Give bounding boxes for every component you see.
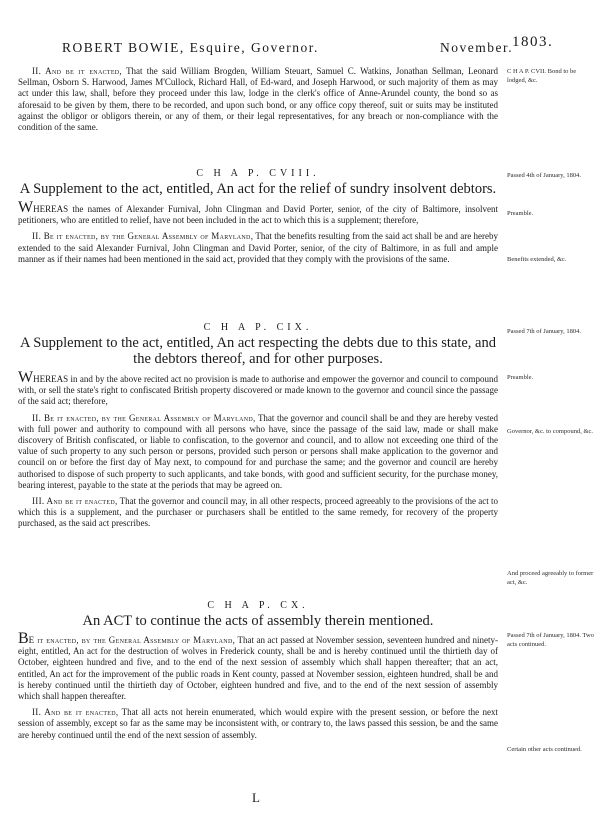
chap109-sec2-lead: II. Be it enacted, by the General Assembly of Maryland, xyxy=(32,412,256,423)
chap107-section2 xyxy=(18,66,498,133)
chap110-section1 xyxy=(18,630,498,702)
chap109-sec3-text: That the governor and council may, in all other respects, proceed agreeably to the provisions of the act to which this is a supplement, and the purchaser or purchasers shall be entitled to the same remedy, for recovery of the property purchased, as the said act prescribes. xyxy=(18,496,498,529)
chap108 xyxy=(18,168,498,265)
chap109-section3 xyxy=(18,496,498,530)
chap108-dropcap: W xyxy=(18,199,34,216)
chap108-section2 xyxy=(18,231,498,265)
chap108-preamble xyxy=(18,199,498,226)
chap109-heading: C H A P. CIX. xyxy=(203,322,313,333)
margin-note-passed-108: Passed 4th of January, 1804. xyxy=(507,172,581,179)
header-month: November. xyxy=(440,40,514,55)
chap109-section2 xyxy=(18,413,498,491)
chap109-preamble-text: HEREAS in and by the above recited act no provision is made to authorise and empower the governor and council to compound with, or sell the state's right to confiscated British property discovered or made known to the governor and council since the passage of the said act; therefore, xyxy=(18,374,498,407)
chap110-sec2-text: That all acts not herein enumerated, which would expire with the present session, or before the next session of assembly, except so far as the same may be inconsistent with, or contrary to, the laws passed this session, be and the same are hereby continued until the end of the next session of assembly. xyxy=(18,707,499,740)
chap107-sec2-text: That the said William Brogden, William Steuart, Samuel C. Watkins, Jonathan Sellman, Leonard Sellman, Osborn S. Harwood, James M'Cullock, Richard Hall, of Ed-ward, and Joseph Harwood, or such majority of them as may act under this law, shall, before they proceed under this law, lodge in the clerk's office of Anne-Arundel county, the bond so as aforesaid to be given by them, there to be recorded, and upon such bond, or any office copy thereof, suit or suits may be instituted against the obligor or obligors therein, or any of them, or their legal representatives, for any breach or non-compliance with the condition of the same. xyxy=(18,66,498,133)
margin-note-other-110: Certain other acts continued. xyxy=(507,746,582,753)
chap110-title: An ACT to continue the acts of assembly therein mentioned. xyxy=(82,613,434,629)
margin-note-passed-109: Passed 7th of January, 1804. xyxy=(507,328,581,335)
header-governor: ROBERT BOWIE, Esquire, Governor. xyxy=(62,40,319,55)
running-header xyxy=(62,34,554,62)
chap110-sec1-text: That an act passed at November session, seventeen hundred and ninety-eight, entitled, An act for the destruction of wolves in Frederick county, shall be and is hereby continued until the thirtieth day of October, eighteen hundred and five, and to the end of the next session of assembly which shall happen thereafter; that an act, entitled, An act for the improvement of the public roads in Kent county, passed at November session, eighteen hundred, shall be and is hereby continued until the thirtieth day of October, eighteen hundred and five, and to the end of the next session of assembly which shall happen thereafter. xyxy=(18,635,498,702)
chap110-heading: C H A P. CX. xyxy=(207,600,309,611)
margin-note-preamble-109: Preamble. xyxy=(507,374,534,381)
margin-note-chap107: C H A P. CVII. Bond to be lodged, &c. xyxy=(507,68,577,84)
chap109-title: A Supplement to the act, entitled, An act respecting the debts due to this state, and the debtors thereof, and for other purposes. xyxy=(20,335,496,367)
chap110-sec2-lead: II. And be it enacted, xyxy=(32,707,119,718)
chap110 xyxy=(18,600,498,741)
chap110-dropcap: B xyxy=(18,630,29,647)
chap109-sec3-lead: III. And be it enacted, xyxy=(32,496,118,507)
chap108-sec2-lead: II. Be it enacted, by the General Assembly of Maryland, xyxy=(32,231,254,242)
chap108-title: A Supplement to the act, entitled, An act for the relief of sundry insolvent debtors. xyxy=(19,181,497,197)
chap109 xyxy=(18,322,498,530)
header-year: 1803. xyxy=(512,34,554,50)
chap110-section2 xyxy=(18,707,498,741)
chap107-sec2-lead: II. And be it enacted, xyxy=(32,66,122,76)
chap108-preamble-text: HEREAS the names of Alexander Furnival, John Clingman and David Porter, senior, of the city of Baltimore, insolvent petitioners, who are entitled to relief, have not been included in the act to which this is a supplement; therefore, xyxy=(18,204,498,226)
margin-note-preamble-108: Preamble. xyxy=(507,210,534,217)
chap108-sec2-text: That the benefits resulting from the said act shall be and are hereby extended to the said Alexander Furnival, John Clingman and David Porter, senior, of the city of Baltimore, in as full and ample manner as if their names had been mentioned in the said act, provided that they comply with the provisions of the same. xyxy=(18,231,498,264)
signature-mark: L xyxy=(252,790,260,805)
margin-note-proceed-109: And proceed agreeably to former act, &c. xyxy=(507,570,594,586)
margin-note-passed-110: Passed 7th of January, 1804. Two acts continued. xyxy=(507,632,594,648)
chap109-preamble xyxy=(18,369,498,408)
chap108-heading: C H A P. CVIII. xyxy=(196,168,320,179)
chap109-dropcap: W xyxy=(18,369,34,386)
chap109-sec2-text: That the governor and council shall be and they are hereby vested with full power and authority to compound with all persons who have, since the passage of the said law, made or shall make discovery of British confiscated, or liable to confiscation, to the governor and council, and to allow not exceeding one third of the value of such property to any such person or persons, provided such person or persons shall make application to the governor and council on or before the first day of May next, to compound for and purchase the same; and the governor and council are hereby authorised to dispose of such property to such applicants, and take bonds, with good and sufficient security, for the purchase money, bearing interest, payable to the state at the periods that may be agreed on. xyxy=(18,412,499,490)
margin-note-governor-109: Governor, &c. to compound, &c. xyxy=(507,428,594,435)
chap110-sec1-lead: E it enacted, by the General Assembly of Maryland, xyxy=(28,635,236,645)
margin-note-benefits-108: Benefits extended, &c. xyxy=(507,256,567,263)
